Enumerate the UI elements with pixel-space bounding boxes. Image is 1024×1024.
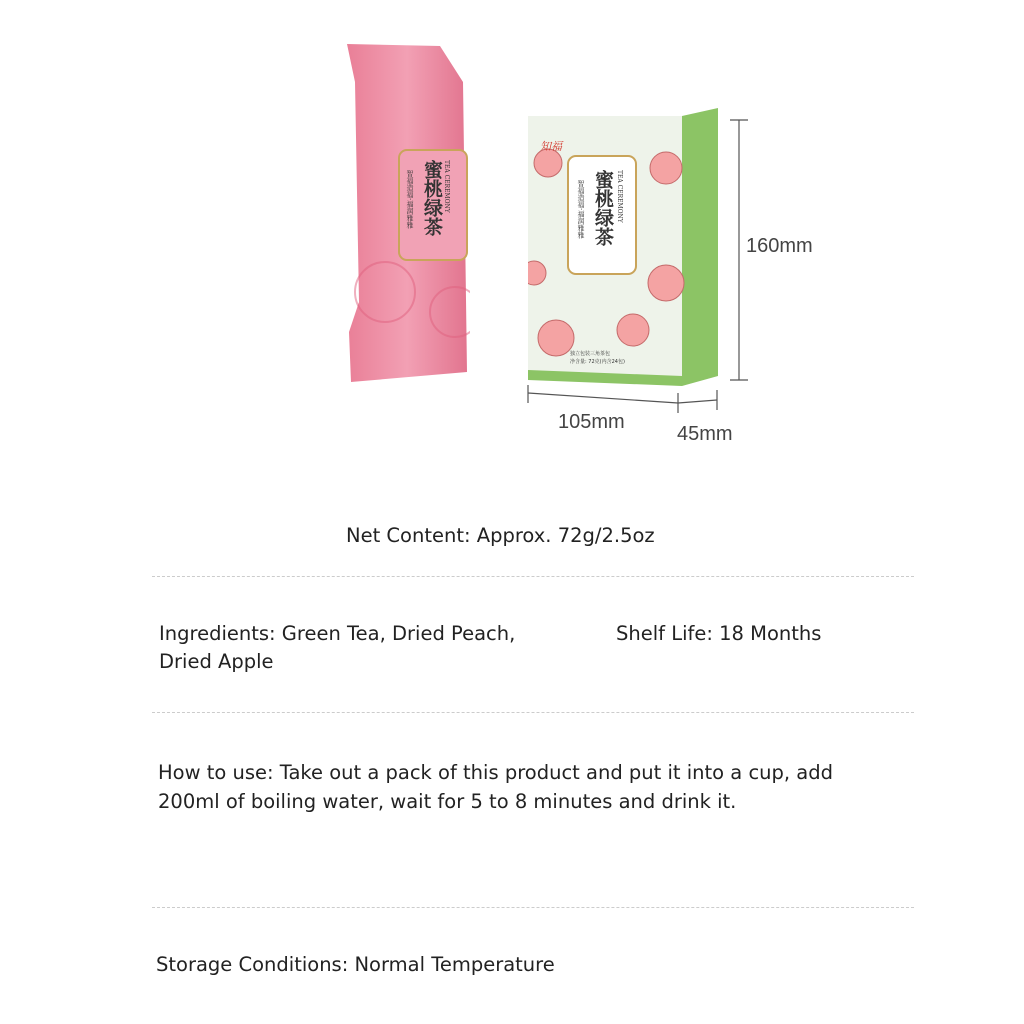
- width-dimension: 105mm: [558, 411, 625, 433]
- net-content: Net Content: Approx. 72g/2.5oz: [346, 524, 655, 547]
- box-bottom-line1: 独立包装三角茶包: [570, 351, 611, 357]
- height-dimension: 160mm: [746, 235, 813, 257]
- depth-dimension: 45mm: [677, 423, 733, 445]
- box-subtitle: TEA CEREMONY: [616, 170, 623, 223]
- tea-bag: [345, 42, 470, 385]
- bag-subtitle: TEA CEREMONY: [443, 160, 450, 213]
- box-title: 蜜桃绿茶: [592, 170, 614, 246]
- bag-tagline: 智福造福·福润雅雅: [406, 170, 414, 229]
- bag-title: 蜜桃绿茶: [421, 160, 443, 236]
- divider: [152, 907, 914, 908]
- storage-conditions: Storage Conditions: Normal Temperature: [156, 953, 555, 976]
- box-tagline: 智福造福·福润雅雅: [577, 180, 585, 239]
- box-bottom-line2: 净含量: 72克(内含24包): [570, 359, 625, 365]
- divider: [152, 712, 914, 713]
- dimension-lines: [520, 110, 760, 420]
- ingredients-line1: Ingredients: Green Tea, Dried Peach,: [159, 622, 516, 645]
- box-brand-logo: 知福: [540, 140, 562, 153]
- shelf-life: Shelf Life: 18 Months: [616, 622, 822, 645]
- divider: [152, 576, 914, 577]
- how-to-use-line2: 200ml of boiling water, wait for 5 to 8 minutes and drink it.: [158, 790, 737, 813]
- how-to-use-line1: How to use: Take out a pack of this product and put it into a cup, add: [158, 761, 834, 784]
- ingredients-line2: Dried Apple: [159, 650, 274, 673]
